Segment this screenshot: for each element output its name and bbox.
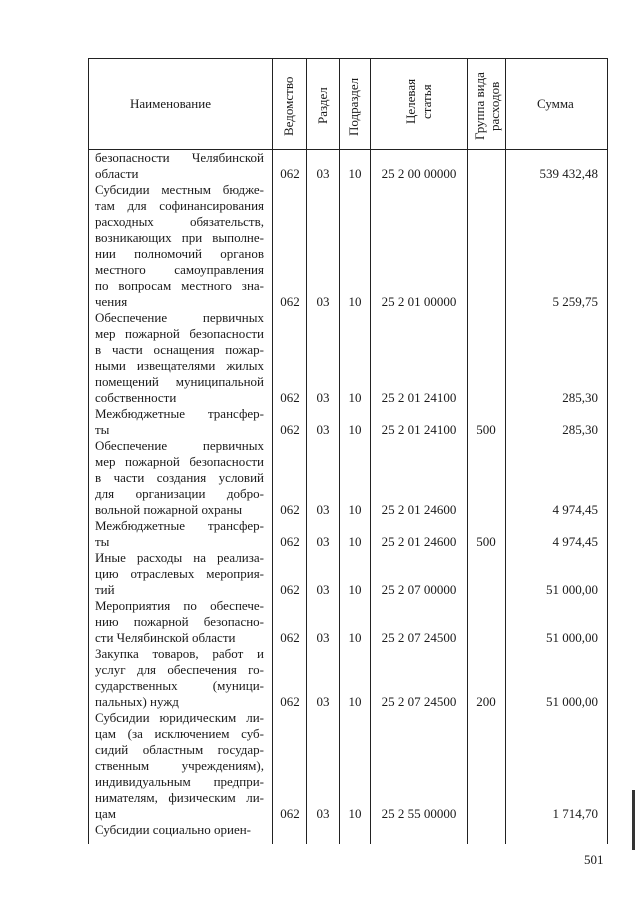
row-name-line: нии полномочий органов	[95, 246, 264, 261]
header-gruppa-1: Группа вида	[472, 72, 487, 140]
row-cell-sum: 285,30	[562, 390, 598, 405]
row-cell-podrazdel: 10	[348, 534, 362, 549]
row-cell-sum: 1 714,70	[552, 806, 598, 821]
row-cell-sum: 4 974,45	[552, 534, 598, 549]
row-cell-razdel: 03	[316, 694, 330, 709]
row-cell-sum: 539 432,48	[539, 166, 598, 181]
row-cell-razdel: 03	[316, 502, 330, 517]
header-name: Наименование	[130, 96, 211, 111]
row-cell-cs: 25 2 07 00000	[381, 582, 457, 597]
row-name-line: возникающих при выполне-	[95, 230, 264, 245]
row-cell-podrazdel: 10	[348, 502, 362, 517]
row-cell-podrazdel: 10	[348, 806, 362, 821]
header-vedomstvo: Ведомство	[281, 76, 296, 136]
col-line-left	[88, 58, 89, 844]
header-razdel: Раздел	[315, 87, 330, 124]
row-cell-cs: 25 2 01 00000	[381, 294, 457, 309]
header-summa: Сумма	[537, 96, 574, 111]
row-cell-podrazdel: 10	[348, 694, 362, 709]
page-number: 501	[584, 852, 604, 867]
row-name-line: вольной пожарной охраны	[95, 502, 243, 517]
row-cell-ved: 062	[280, 630, 300, 645]
col-line-right	[607, 58, 608, 844]
row-name-line: ты	[95, 422, 110, 437]
row-name-line: области	[95, 166, 139, 181]
row-name-line: ственным учреждениям),	[95, 758, 264, 773]
row-name-line: расходных обязательств,	[95, 214, 264, 229]
row-cell-podrazdel: 10	[348, 390, 362, 405]
col-line-ved	[306, 58, 307, 844]
row-name-line: тий	[95, 582, 115, 597]
row-cell-razdel: 03	[316, 806, 330, 821]
row-name-line: Межбюджетные трансфер-	[95, 518, 264, 533]
row-cell-sum: 285,30	[562, 422, 598, 437]
row-name-line: Субсидии местным бюдже-	[95, 182, 264, 197]
header-celevaya-1: Целевая	[403, 78, 418, 124]
row-cell-ved: 062	[280, 806, 300, 821]
row-name-line: по вопросам местного зна-	[95, 278, 264, 293]
col-line-podrazdel	[370, 58, 371, 844]
row-name-line: собственности	[95, 390, 177, 405]
row-cell-ved: 062	[280, 534, 300, 549]
row-name-line: сударственных (муници-	[95, 678, 264, 693]
row-cell-podrazdel: 10	[348, 294, 362, 309]
row-name-line: цам	[95, 806, 116, 821]
row-cell-sum: 51 000,00	[546, 630, 598, 645]
row-cell-ved: 062	[280, 582, 300, 597]
col-line-name	[272, 58, 273, 844]
row-cell-cs: 25 2 01 24600	[381, 502, 457, 517]
header-celevaya-2: статья	[419, 84, 434, 119]
row-cell-sum: 5 259,75	[552, 294, 598, 309]
row-name-line: чения	[95, 294, 128, 309]
row-name-line: сидий областным государ-	[95, 742, 264, 757]
row-name-line: Мероприятия по обеспече-	[95, 598, 264, 613]
row-name-line: мер пожарной безопасности	[95, 454, 264, 469]
row-cell-ved: 062	[280, 166, 300, 181]
row-name-line: для организации добро-	[95, 486, 264, 501]
row-cell-cs: 25 2 07 24500	[381, 630, 457, 645]
header-podrazdel: Подраздел	[346, 77, 361, 136]
row-name-line: Обеспечение первичных	[95, 438, 264, 453]
row-name-line: Субсидии юридическим ли-	[95, 710, 264, 725]
row-cell-vr: 200	[476, 694, 496, 709]
row-name-line: Обеспечение первичных	[95, 310, 264, 325]
row-name-line: нию пожарной безопасно-	[95, 614, 264, 629]
row-name-line: пальных) нужд	[95, 694, 179, 709]
row-name-line: нимателям, физическим ли-	[95, 790, 264, 805]
row-name-line: в части создания условий	[95, 470, 264, 485]
table-top-border	[88, 58, 607, 59]
row-cell-razdel: 03	[316, 390, 330, 405]
row-cell-ved: 062	[280, 390, 300, 405]
row-name-line: мер пожарной безопасности	[95, 326, 264, 341]
col-line-cs	[467, 58, 468, 844]
row-cell-podrazdel: 10	[348, 422, 362, 437]
row-name-line: безопасности Челябинской	[95, 150, 264, 165]
row-name-line: цию отраслевых мероприя-	[95, 566, 264, 581]
row-cell-razdel: 03	[316, 166, 330, 181]
row-name-line: Закупка товаров, работ и	[95, 646, 264, 661]
row-cell-cs: 25 2 00 00000	[381, 166, 457, 181]
row-cell-razdel: 03	[316, 630, 330, 645]
row-cell-podrazdel: 10	[348, 582, 362, 597]
row-name-line: там для софинансирования	[95, 198, 264, 213]
row-name-line: Субсидии социально ориен-	[95, 822, 251, 837]
row-cell-ved: 062	[280, 422, 300, 437]
row-name-line: цам (за исключением суб-	[95, 726, 264, 741]
row-cell-cs: 25 2 07 24500	[381, 694, 457, 709]
row-cell-cs: 25 2 01 24100	[381, 422, 457, 437]
scan-edge-mark	[632, 790, 635, 850]
row-cell-vr: 500	[476, 534, 496, 549]
row-name-line: Иные расходы на реализа-	[95, 550, 264, 565]
row-name-line: помещений муниципальной	[95, 374, 264, 389]
row-name-line: индивидуальным предпри-	[95, 774, 264, 789]
col-line-vr	[505, 58, 506, 844]
col-line-razdel	[339, 58, 340, 844]
row-cell-podrazdel: 10	[348, 166, 362, 181]
row-cell-sum: 51 000,00	[546, 582, 598, 597]
row-name-line: ными извещателями жилых	[95, 358, 264, 373]
row-cell-cs: 25 2 01 24100	[381, 390, 457, 405]
row-cell-razdel: 03	[316, 582, 330, 597]
row-cell-ved: 062	[280, 694, 300, 709]
row-cell-razdel: 03	[316, 294, 330, 309]
row-cell-razdel: 03	[316, 422, 330, 437]
row-cell-razdel: 03	[316, 534, 330, 549]
row-name-line: Межбюджетные трансфер-	[95, 406, 264, 421]
row-cell-cs: 25 2 55 00000	[381, 806, 457, 821]
row-cell-vr: 500	[476, 422, 496, 437]
row-name-line: местного самоуправления	[95, 262, 264, 277]
row-cell-ved: 062	[280, 294, 300, 309]
row-name-line: ты	[95, 534, 110, 549]
row-name-line: услуг для обеспечения го-	[95, 662, 264, 677]
row-name-line: в части оснащения пожар-	[95, 342, 264, 357]
row-name-line: сти Челябинской области	[95, 630, 236, 645]
row-cell-cs: 25 2 01 24600	[381, 534, 457, 549]
row-cell-sum: 51 000,00	[546, 694, 598, 709]
row-cell-podrazdel: 10	[348, 630, 362, 645]
header-gruppa-2: расходов	[487, 81, 502, 131]
row-cell-sum: 4 974,45	[552, 502, 598, 517]
row-cell-ved: 062	[280, 502, 300, 517]
